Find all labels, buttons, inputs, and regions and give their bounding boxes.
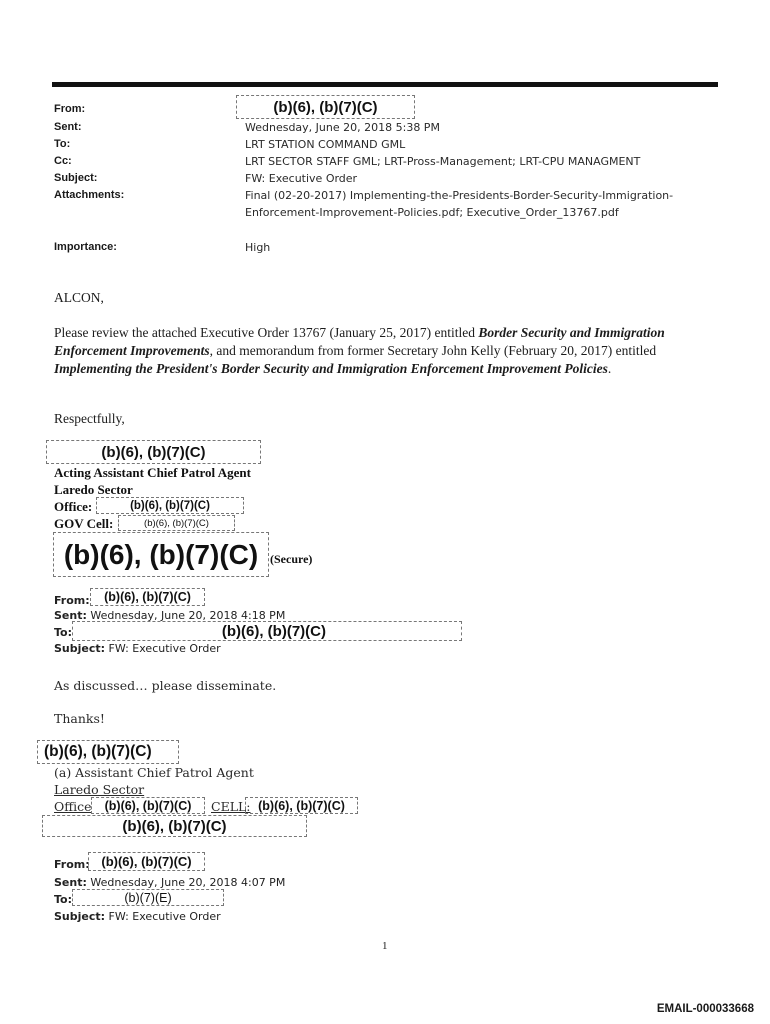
from-label: From: bbox=[54, 103, 86, 115]
attachment-line-1[interactable]: Final (02-20-2017) Implementing-the-Presidents-Border-Security-Immigration- bbox=[245, 189, 674, 202]
eo-title: Border Security and Immigration Enforcement Improvements bbox=[54, 325, 665, 358]
fwd2-sent: Sent: Wednesday, June 20, 2018 4:07 PM bbox=[54, 876, 286, 889]
signer-name-redaction: (b)(6), (b)(7)(C) bbox=[46, 440, 261, 464]
cell-redaction: (b)(6), (b)(7)(C) bbox=[118, 515, 235, 531]
fwd2-from-redaction: (b)(6), (b)(7)(C) bbox=[88, 852, 205, 871]
fwd1-signer-title: (a) Assistant Chief Patrol Agent bbox=[54, 765, 254, 780]
subject-label: Subject: bbox=[54, 172, 98, 184]
message-paragraph bbox=[54, 324, 724, 378]
fwd1-cell-label: CELL: bbox=[211, 799, 251, 814]
page-number: 1 bbox=[382, 940, 388, 952]
para-intro: Please review the attached Executive Order 13767 (January 25, 2017) entitled bbox=[54, 325, 479, 340]
fwd2-to-label: To: bbox=[54, 893, 72, 906]
cc-label: Cc: bbox=[54, 155, 72, 167]
fwd1-office-label: Office bbox=[54, 799, 92, 814]
importance-value: High bbox=[245, 241, 271, 254]
attachments-label: Attachments: bbox=[54, 189, 125, 201]
office-label: Office: bbox=[54, 499, 93, 514]
cell-label: GOV Cell: bbox=[54, 516, 114, 531]
secure-line-redaction: (b)(6), (b)(7)(C) bbox=[53, 532, 269, 577]
header-rule bbox=[52, 82, 718, 87]
sent-label: Sent: bbox=[54, 121, 82, 133]
fwd1-to-label: To: bbox=[54, 626, 72, 639]
greeting: ALCON, bbox=[54, 290, 104, 305]
attachment-line-2[interactable]: Enforcement-Improvement-Policies.pdf; Executive_Order_13767.pdf bbox=[245, 206, 619, 219]
fwd1-from-label: From: bbox=[54, 594, 90, 607]
fwd1-body-1: As discussed… please disseminate. bbox=[54, 678, 277, 693]
secure-label: (Secure) bbox=[270, 552, 313, 566]
fwd1-cell-redaction: (b)(6), (b)(7)(C) bbox=[245, 797, 358, 814]
memo-title: Implementing the President's Border Security and Immigration Enforcement Improvement Policies bbox=[54, 361, 608, 376]
fwd1-subject: Subject: FW: Executive Order bbox=[54, 642, 221, 655]
fwd2-to-redaction: (b)(7)(E) bbox=[72, 889, 224, 906]
bates-number: EMAIL-000033668 bbox=[656, 1003, 754, 1015]
fwd1-to-redaction: (b)(6), (b)(7)(C) bbox=[72, 621, 462, 641]
signer-sector: Laredo Sector bbox=[54, 482, 133, 497]
fwd1-from-redaction: (b)(6), (b)(7)(C) bbox=[90, 588, 205, 606]
cc-value: LRT SECTOR STAFF GML; LRT-Pross-Management; LRT-CPU MANAGMENT bbox=[245, 155, 641, 168]
to-value: LRT STATION COMMAND GML bbox=[245, 138, 406, 151]
sent-value: Wednesday, June 20, 2018 5:38 PM bbox=[245, 121, 440, 134]
fwd1-signer-redaction: (b)(6), (b)(7)(C) bbox=[37, 740, 179, 764]
para-end: . bbox=[607, 361, 612, 376]
fwd2-subject: Subject: FW: Executive Order bbox=[54, 910, 221, 923]
subject-value: FW: Executive Order bbox=[245, 172, 358, 185]
from-redaction: (b)(6), (b)(7)(C) bbox=[236, 95, 415, 119]
to-label: To: bbox=[54, 138, 71, 150]
office-redaction: (b)(6), (b)(7)(C) bbox=[96, 497, 244, 514]
fwd1-signer-sector: Laredo Sector bbox=[54, 782, 145, 797]
signer-title: Acting Assistant Chief Patrol Agent bbox=[54, 465, 251, 480]
fwd1-sent: Sent: Wednesday, June 20, 2018 4:18 PM bbox=[54, 609, 286, 622]
para-mid: , and memorandum from former Secretary John Kelly (February 20, 2017) entitled bbox=[209, 343, 657, 358]
fwd1-body-2: Thanks! bbox=[54, 711, 105, 726]
closing: Respectfully, bbox=[54, 411, 125, 426]
fwd2-from-label: From: bbox=[54, 858, 90, 871]
importance-label: Importance: bbox=[54, 241, 117, 253]
fwd1-extra-redaction: (b)(6), (b)(7)(C) bbox=[42, 815, 307, 837]
fwd1-office-redaction: (b)(6), (b)(7)(C) bbox=[91, 797, 205, 814]
